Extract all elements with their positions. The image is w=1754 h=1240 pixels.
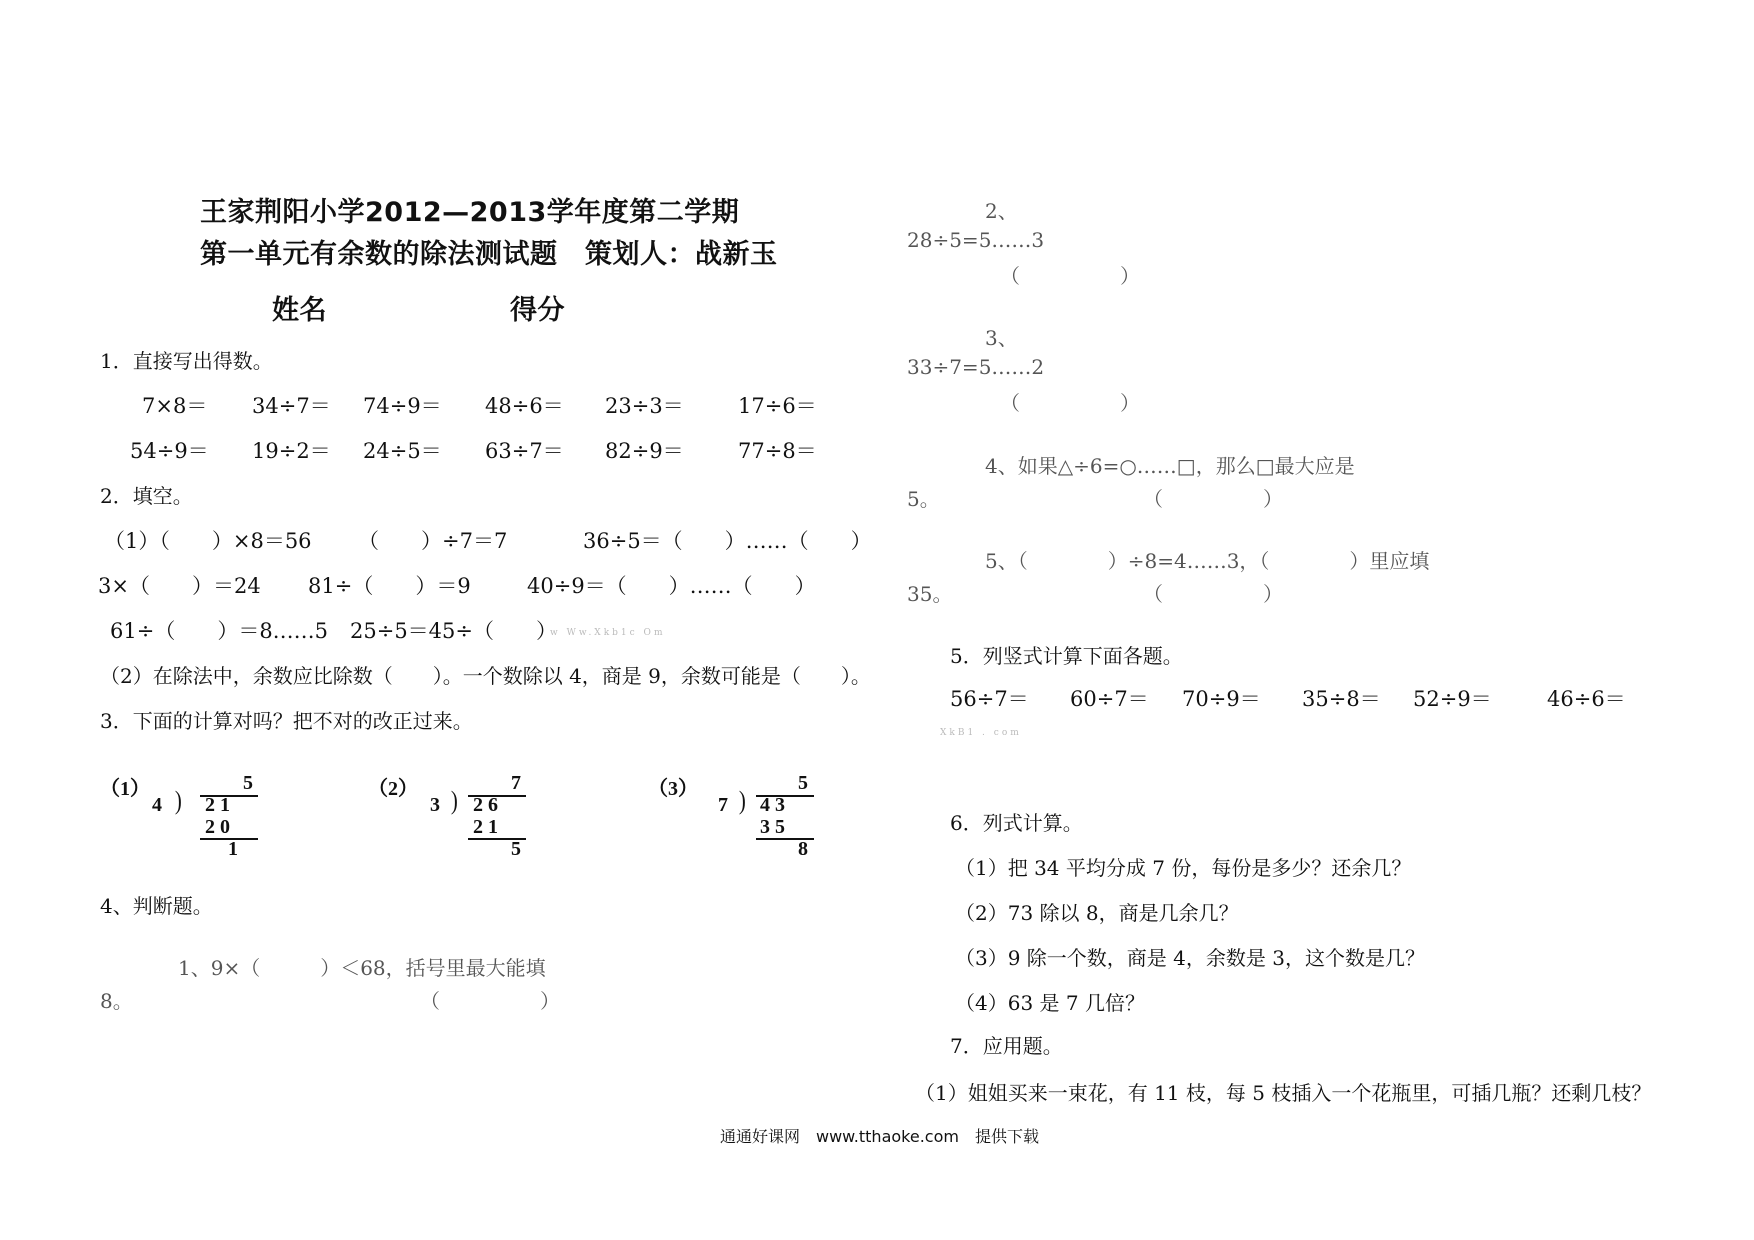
q6-item: （2）73 除以 8，商是几余几？: [955, 901, 1239, 925]
q4-s4: 4、如果△÷6=○……□，那么□最大应是: [985, 454, 1355, 478]
q2-blank: 36÷5＝（ ）……（ ）: [583, 529, 872, 553]
q1-item: 54÷9＝: [130, 439, 209, 463]
q2-blank: （ ）÷7＝7: [358, 529, 508, 553]
q1-item: 24÷5＝: [363, 439, 442, 463]
q4-s5-cont: 35。: [907, 582, 953, 606]
watermark: w Ww.Xkb1c Om: [550, 628, 666, 638]
q1-item: 48÷6＝: [485, 394, 564, 418]
q1-item: 82÷9＝: [605, 439, 684, 463]
q4-s1-cont: 8。: [100, 989, 133, 1013]
q5-item: 52÷9＝: [1413, 687, 1492, 711]
long-division-1: （1） 5 4 ) 2 1 2 0 1: [100, 770, 280, 860]
q4-s5: 5、（ ）÷8=4……3，（ ）里应填: [985, 549, 1430, 573]
q5-title: 5．列竖式计算下面各题。: [950, 644, 1183, 668]
q2-blank: （1）（ ）×8＝56: [104, 529, 312, 553]
q1-title: 1．直接写出得数。: [100, 349, 273, 373]
q5-item: 35÷8＝: [1302, 687, 1381, 711]
q2-blank: 3×（ ）＝24: [98, 574, 261, 598]
q6-item: （3）9 除一个数，商是 4，余数是 3，这个数是几？: [955, 946, 1425, 970]
q2-blank: 81÷（ ）＝9: [308, 574, 471, 598]
watermark: XkB1 . com: [940, 728, 1022, 738]
q4-s3-answer: （ ）: [1000, 391, 1140, 415]
q4-s2-eq: 28÷5=5……3: [907, 228, 1045, 252]
q6-item: （1）把 34 平均分成 7 份，每份是多少？还余几？: [955, 856, 1412, 880]
q1-item: 7×8＝: [142, 394, 208, 418]
q4-s3-num: 3、: [985, 326, 1018, 350]
q3-title: 3．下面的计算对吗？把不对的改正过来。: [100, 709, 473, 733]
q2-blank: 40÷9＝（ ）……（ ）: [527, 574, 816, 598]
q2-blank: 25÷5＝45÷（ ）: [350, 619, 557, 643]
q2-title: 2．填空。: [100, 484, 193, 508]
q1-item: 17÷6＝: [738, 394, 817, 418]
q2-part2: （2）在除法中，余数应比除数（ ）。一个数除以 4，商是 9，余数可能是（ ）。: [100, 664, 871, 688]
q4-s4-answer: （ ）: [1143, 487, 1283, 511]
q1-item: 34÷7＝: [252, 394, 331, 418]
name-label: 姓名: [272, 295, 327, 326]
q4-s5-answer: （ ）: [1143, 582, 1283, 606]
q1-item: 77÷8＝: [738, 439, 817, 463]
q7-title: 7．应用题。: [950, 1034, 1063, 1058]
long-division-3: （3） 5 7 ) 4 3 3 5 8: [648, 770, 828, 860]
long-division-2: （2） 7 3 ) 2 6 2 1 5: [368, 770, 548, 860]
q6-title: 6．列式计算。: [950, 811, 1083, 835]
q4-s4-cont: 5。: [907, 487, 940, 511]
q5-item: 56÷7＝: [950, 687, 1029, 711]
q1-item: 74÷9＝: [363, 394, 442, 418]
q7-item: （1）姐姐买来一束花，有 11 枝，每 5 枝插入一个花瓶里，可插几瓶？还剩几枝？: [915, 1081, 1652, 1105]
q6-item: （4）63 是 7 几倍？: [955, 991, 1145, 1015]
q1-item: 23÷3＝: [605, 394, 684, 418]
footer: 通通好课网 www.tthaoke.com 提供下载: [720, 1127, 1039, 1146]
q4-s1: 1、9×（ ）＜68，括号里最大能填: [178, 956, 546, 980]
q1-item: 19÷2＝: [252, 439, 331, 463]
page-subtitle: 第一单元有余数的除法测试题 策划人：战新玉: [200, 239, 778, 270]
q4-s3-eq: 33÷7=5……2: [907, 355, 1045, 379]
q5-item: 70÷9＝: [1182, 687, 1261, 711]
q4-title: 4、判断题。: [100, 894, 213, 918]
q4-s2-num: 2、: [985, 199, 1018, 223]
score-label: 得分: [510, 295, 565, 326]
q4-s1-answer: （ ）: [420, 989, 560, 1013]
q1-item: 63÷7＝: [485, 439, 564, 463]
q2-blank: 61÷（ ）＝8……5: [110, 619, 329, 643]
page-title: 王家荆阳小学2012—2013学年度第二学期: [200, 197, 740, 228]
q5-item: 60÷7＝: [1070, 687, 1149, 711]
q4-s2-answer: （ ）: [1000, 264, 1140, 288]
q5-item: 46÷6＝: [1547, 687, 1626, 711]
